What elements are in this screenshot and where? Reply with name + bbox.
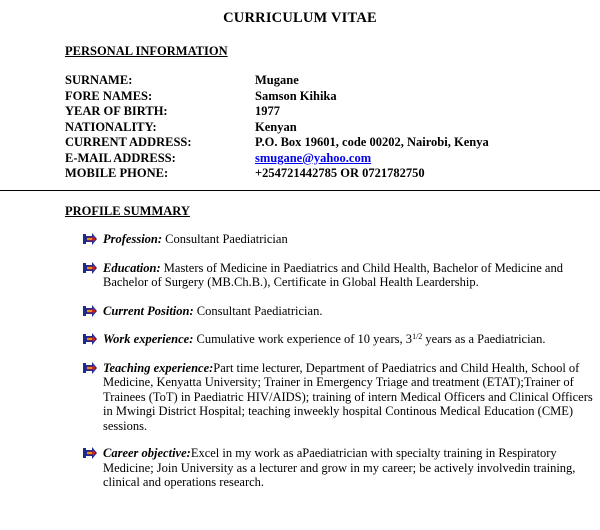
info-row-current-address — [65, 135, 489, 151]
arrow-bullet-icon — [83, 362, 97, 374]
info-row-surname — [65, 73, 489, 89]
profile-item-current-position — [83, 304, 598, 319]
personal-information-table — [65, 73, 489, 182]
info-label: MOBILE PHONE: — [65, 166, 169, 180]
info-value: Kenyan — [255, 119, 297, 134]
profile-summary-heading: PROFILE SUMMARY — [65, 204, 190, 218]
email-link[interactable]: smugane@yahoo.com — [255, 150, 372, 165]
work-experience-text-after: years as a Paediatrician. — [422, 332, 546, 346]
section-divider — [0, 190, 600, 191]
arrow-bullet-icon — [83, 333, 97, 345]
info-label: E-MAIL ADDRESS: — [65, 150, 176, 165]
education-text: Masters of Medicine in Paediatrics and Child Health, Bachelor of Medicine and Bachelor of Surgery (MB.Ch.B.), Certificate in Global Health Leardership. — [103, 260, 563, 289]
arrow-bullet-icon — [83, 305, 97, 317]
teaching-experience-label: Teaching experience: — [103, 360, 214, 375]
work-experience-label: Work experience: — [103, 332, 194, 346]
info-label: NATIONALITY: — [65, 119, 157, 134]
work-experience-text: Cumulative work experience of 10 years, 3 — [193, 332, 413, 346]
info-label: SURNAME: — [65, 73, 133, 87]
info-value: Samson Kihika — [255, 88, 337, 103]
info-row-email-address — [65, 151, 489, 167]
info-label: FORE NAMES: — [65, 88, 153, 103]
current-position-text: Consultant Paediatrician. — [193, 303, 323, 318]
profile-item-profession — [83, 232, 598, 247]
info-row-year-of-birth — [65, 104, 489, 120]
info-label: YEAR OF BIRTH: — [65, 104, 168, 118]
info-value: Mugane — [255, 73, 299, 87]
profile-item-teaching-experience — [83, 361, 598, 434]
teaching-experience-text: Part time lecturer, Department of Paediatrics and Child Health, School of Medicine, Kenyatta University; Trainer in Emergency Triage and treatment (ETAT);Trainer of Trainees (ToT) in Paediatric HIV/AIDS); training of intern Medical Officers and Clinical Officers in Mwingi District Hospital; teaching inweekly hospital Continous Medical Education (CME) sessions. — [103, 360, 593, 433]
info-value: P.O. Box 19601, code 00202, Nairobi, Kenya — [255, 135, 489, 149]
arrow-bullet-icon — [83, 233, 97, 245]
career-objective-label: Career objective: — [103, 446, 191, 460]
profile-item-work-experience — [83, 332, 598, 347]
profession-text: Consultant Paediatrician — [162, 232, 288, 246]
arrow-bullet-icon — [83, 262, 97, 274]
profile-summary-list — [83, 232, 598, 490]
work-experience-fraction: 1/2 — [412, 332, 423, 341]
profession-label: Profession: — [103, 232, 163, 246]
info-row-fore-names — [65, 89, 489, 105]
personal-information-heading: PERSONAL INFORMATION — [65, 44, 228, 58]
info-label: CURRENT ADDRESS: — [65, 135, 192, 149]
info-row-nationality — [65, 120, 489, 136]
current-position-label: Current Position: — [103, 303, 194, 318]
profile-item-education — [83, 261, 598, 290]
info-value: 1977 — [255, 104, 280, 118]
document-title: CURRICULUM VITAE — [223, 10, 377, 26]
info-value: +254721442785 OR 0721782750 — [255, 166, 425, 180]
education-label: Education: — [103, 260, 161, 275]
arrow-bullet-icon — [83, 447, 97, 459]
info-row-mobile-phone — [65, 166, 489, 182]
profile-item-career-objective — [83, 446, 598, 490]
career-objective-text: Excel in my work as aPaediatrician with specialty training in Respiratory Medicine; Join University as a lecturer and grow in my career; be actively involvedin training, clinical and operations research. — [103, 446, 576, 489]
